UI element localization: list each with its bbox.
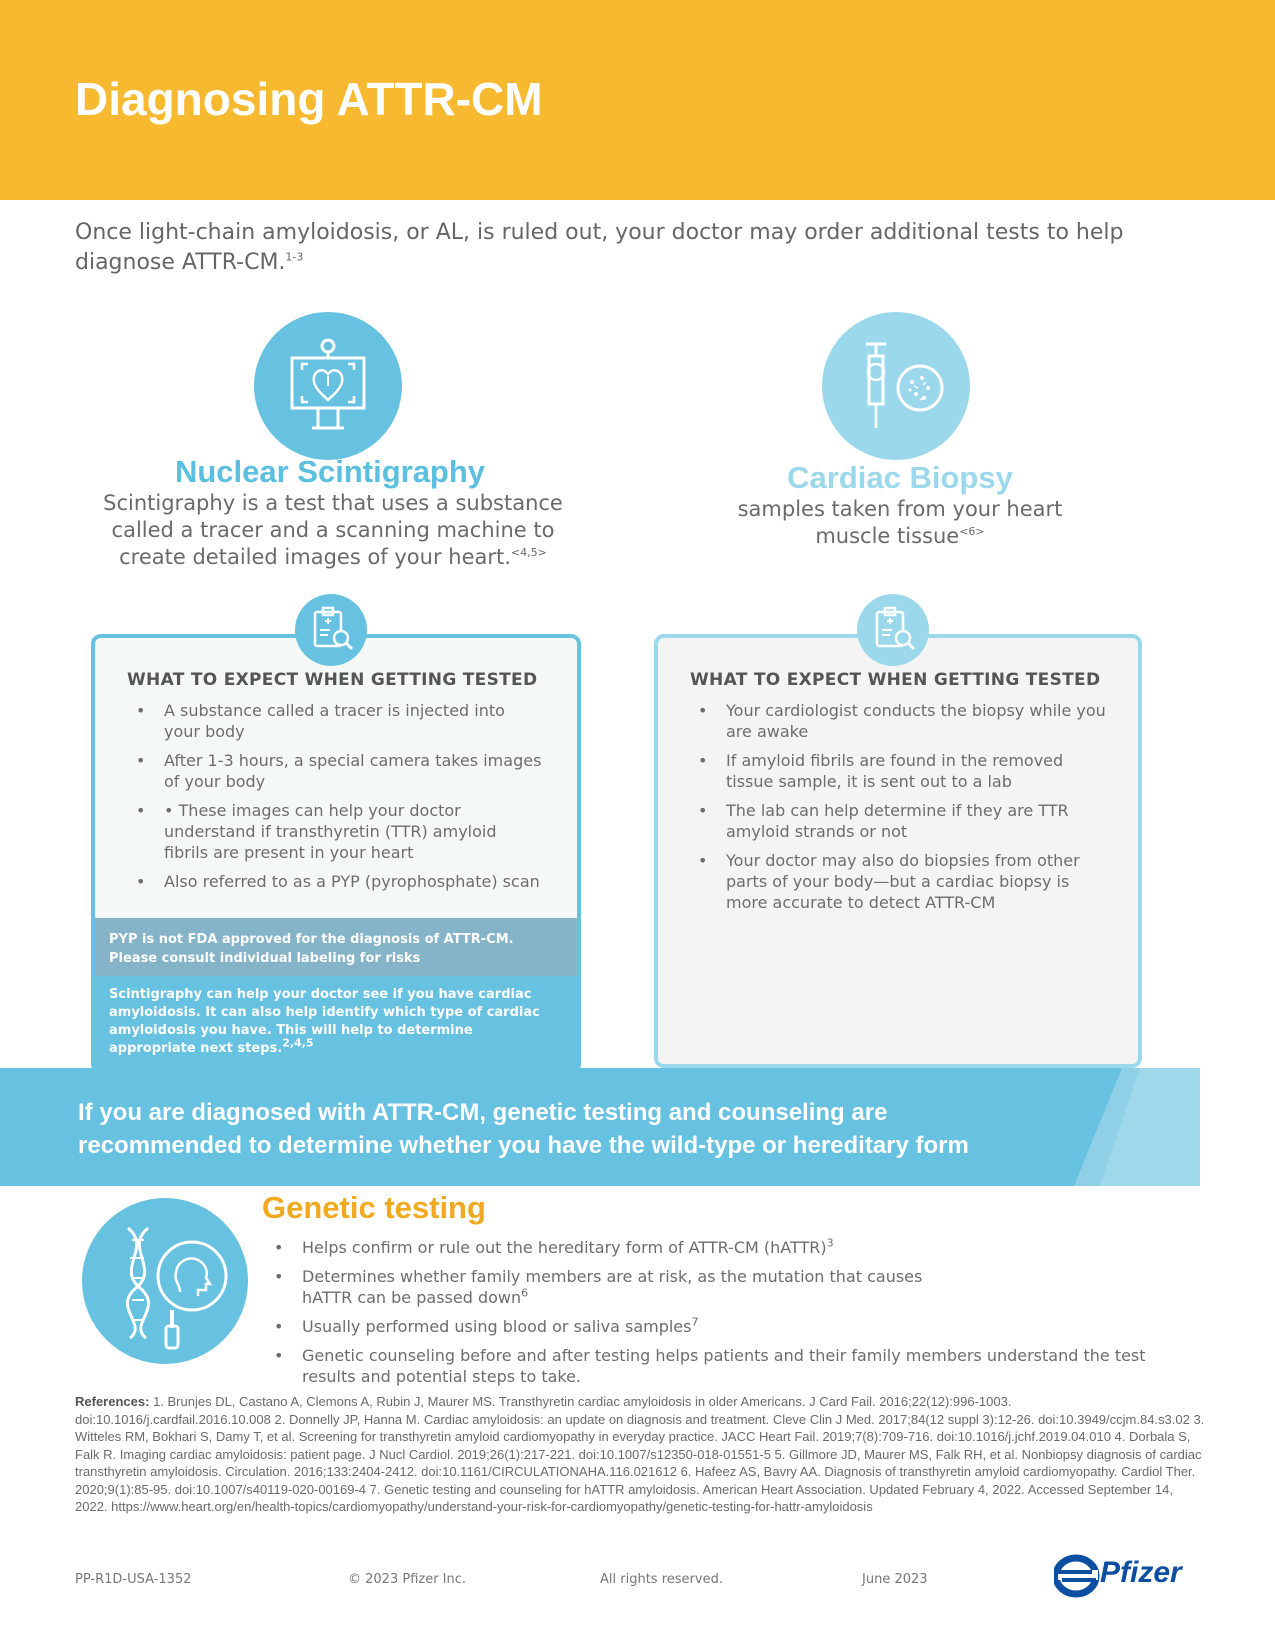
intro-paragraph (75, 218, 1195, 278)
pfizer-logo-text: Pfizer (1100, 1556, 1182, 1589)
biopsy-description: samples taken from your heart muscle tissue$^{<6>}$ (737, 497, 1063, 548)
biopsy-box-heading: WHAT TO EXPECT WHEN GETTING TESTED (690, 670, 1101, 690)
syringe-cells-icon (822, 312, 970, 460)
list-item: • Genetic counseling before and after testing helps patients and their family members understand the test results and potential steps to take. (262, 1345, 1162, 1387)
list-item: • Also referred to as a PYP (pyrophosphate) scan (124, 871, 544, 892)
footer-copyright: © 2023 Pfizer Inc. (348, 1572, 467, 1587)
list-item: • Usually performed using blood or saliva samples$^7$ (262, 1316, 1162, 1337)
list-item: • The lab can help determine if they are TTR amyloid strands or not (686, 800, 1106, 842)
banner-line-2: recommended to determine whether you have the wild-type or hereditary form (78, 1132, 969, 1159)
footer-date: June 2023 (862, 1572, 928, 1587)
list-item: • Your doctor may also do biopsies from other parts of your body—but a cardiac biopsy is more accurate to detect ATTR-CM (686, 850, 1106, 913)
nuclear-box-heading: WHAT TO EXPECT WHEN GETTING TESTED (127, 670, 538, 690)
summary-sup: 2,4,5 (282, 1036, 314, 1050)
nuclear-sup: <4,5> (510, 546, 547, 559)
banner-line-1: If you are diagnosed with ATTR-CM, genetic testing and counseling are (78, 1099, 888, 1126)
intro-text: Once light-chain amyloidosis, or AL, is ruled out, your doctor may order additional tests to help diagnose ATTR-CM. (75, 220, 1124, 275)
list-item: • If amyloid fibrils are found in the removed tissue sample, it is sent out to a lab (686, 750, 1106, 792)
list-item: • • These images can help your doctor understand if transthyretin (TTR) amyloid fibrils are present in your heart (124, 800, 544, 863)
list-item: • Determines whether family members are at risk, as the mutation that causes hATTR can be passed down$^6$ (262, 1266, 942, 1308)
footer-code: PP-R1D-USA-1352 (75, 1572, 192, 1587)
nuclear-bullet-list (124, 700, 544, 900)
biopsy-title: Cardiac Biopsy (787, 460, 1013, 495)
intro-sup: 1-3 (285, 250, 304, 264)
genetic-bullet-list (262, 1237, 1162, 1395)
references-label: References: (75, 1394, 150, 1409)
page-title: Diagnosing ATTR-CM (75, 73, 543, 125)
clipboard-magnifier-icon (295, 594, 367, 666)
references-text: 1. Brunjes DL, Castano A, Clemons A, Rubin J, Maurer MS. Transthyretin cardiac amyloidosis in older Americans. J Card Fail. 2016;22(12):996-1003. doi:10.1016/j.cardfail.2016.10.008 2. Donnelly JP, Hanna M. Cardiac amyloidosis: an update on diagnosis and treatment. Cleve Clin J Med. 2017;84(12 suppl 3):12-26. doi:10.3949/ccjm.84.s3.02 3. Witteles RM, Bokhari S, Damy T, et al. Screening for transthyretin amyloid cardiomyopathy in everyday practice. JACC Heart Fail. 2019;7(8):709-716. doi:10.1016/j.jchf.2019.04.010 4. Dorbala S, Falk R. Imaging cardiac amyloidosis: patient page. J Nucl Cardiol. 2019;26(1):217-221. doi:10.1007/s12350-018-01551-5 5. Gillmore JD, Maurer MS, Falk RH, et al. Nonbiopsy diagnosis of cardiac transthyretin amyloidosis. Circulation. 2016;133:2404-2412. doi:10.1161/CIRCULATIONAHA.116.021612 6. Hafeez AS, Bavry AA. Diagnosis of transthyretin amyloid cardiomyopathy. Cardiol Ther. 2020;9(1):85-95. doi:10.1007/s40119-020-00169-4 7. Genetic testing and counseling for hATTR amyloidosis. American Heart Association. Updated February 4, 2022. Accessed September 14, 2022. https://www.heart.org/en/health-topics/cardiomyopathy/understand-your-risk-for-cardiomyopathy/genetic-testing-for-hattr-amyloidosis (75, 1394, 1205, 1514)
biopsy-bullet-list (686, 700, 1106, 921)
pyp-warning-note: PYP is not FDA approved for the diagnosis of ATTR-CM. Please consult individual labeling for risks (95, 918, 577, 976)
nuclear-title: Nuclear Scintigraphy (174, 454, 486, 489)
biopsy-sup: <6> (959, 525, 985, 538)
nuclear-description: Scintigraphy is a test that uses a substance called a tracer and a scanning machine to create detailed images of your heart.$^{<4,5>}$ (103, 491, 563, 569)
footer-rights: All rights reserved. (600, 1572, 723, 1587)
dna-head-magnifier-icon (82, 1198, 248, 1364)
references (75, 1393, 1205, 1516)
banner-text (78, 1096, 1078, 1162)
list-item: • Your cardiologist conducts the biopsy while you are awake (686, 700, 1106, 742)
genetic-title: Genetic testing (262, 1190, 486, 1225)
list-item: • After 1-3 hours, a special camera takes images of your body (124, 750, 544, 792)
scintigraphy-summary-note: Scintigraphy can help your doctor see if you have cardiac amyloidosis. It can also help identify which type of cardiac amyloidosis you have. This will help to determine appropriate next steps.$^{2,4,5}$ (95, 976, 577, 1072)
list-item: • A substance called a tracer is injected into your body (124, 700, 544, 742)
list-item: • Helps confirm or rule out the hereditary form of ATTR-CM (hATTR)$^3$ (262, 1237, 1162, 1258)
pfizer-logo (1054, 1550, 1204, 1600)
heart-scan-icon (254, 312, 402, 460)
clipboard-magnifier-icon (857, 594, 929, 666)
